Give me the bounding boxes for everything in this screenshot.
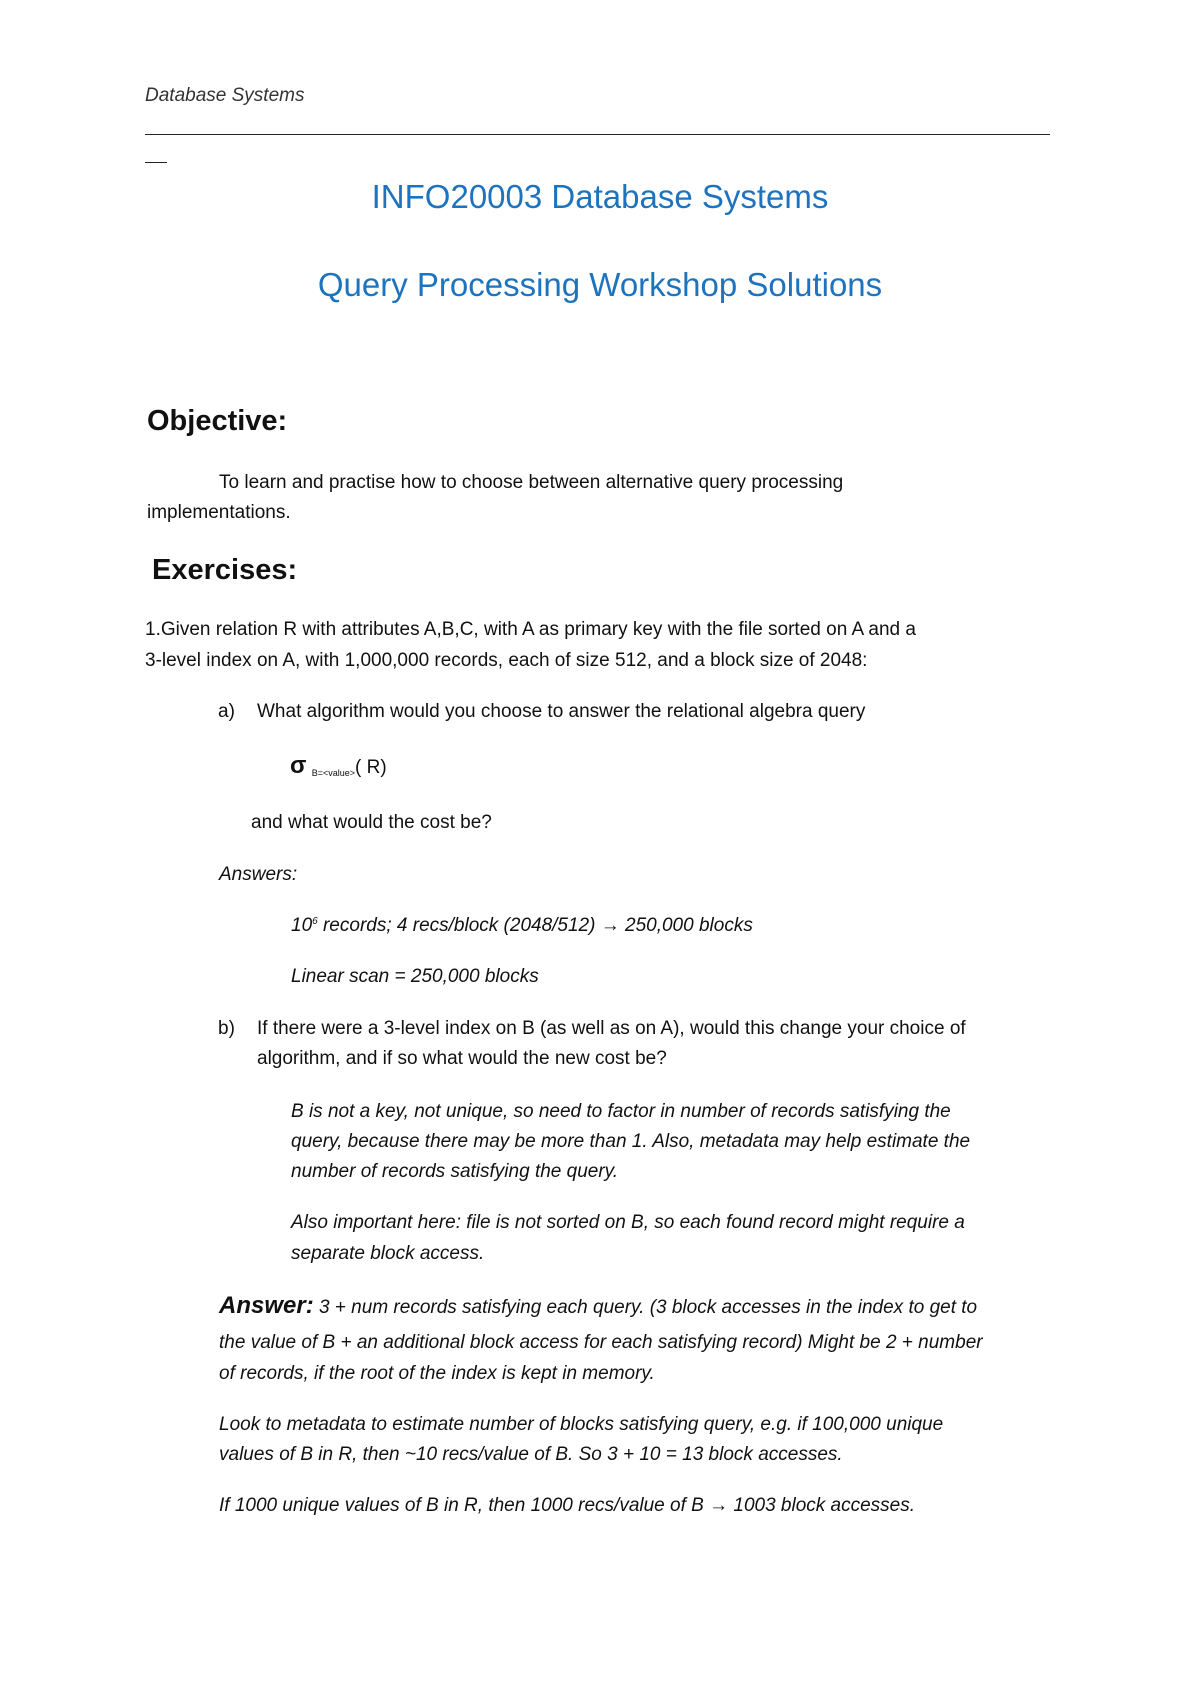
running-header: Database Systems bbox=[145, 85, 305, 106]
answer-a-rest: records; 4 recs/block (2048/512) → 250,000 blocks bbox=[317, 915, 753, 936]
part-a-marker: a) bbox=[218, 701, 235, 722]
question-1-line1: 1.Given relation R with attributes A,B,C, with A as primary key with the file sorted on A and a bbox=[145, 619, 916, 640]
answer-a-line1 bbox=[291, 915, 753, 937]
question-1-line2: 3-level index on A, with 1,000,000 records, each of size 512, and a block size of 2048: bbox=[145, 650, 868, 671]
metadata-line3: If 1000 unique values of B in R, then 1000 recs/value of B → 1003 block accesses. bbox=[219, 1495, 916, 1516]
objective-text-line1: To learn and practise how to choose between alternative query processing bbox=[219, 472, 844, 493]
exercises-heading: Exercises: bbox=[152, 554, 298, 586]
sigma-argument: ( R) bbox=[355, 757, 387, 778]
note-1-line2: query, because there may be more than 1. Also, metadata may help estimate the bbox=[291, 1131, 971, 1152]
part-b-question-line2: algorithm, and if so what would the new cost be? bbox=[257, 1048, 667, 1069]
selection-expression bbox=[290, 752, 387, 780]
objective-heading: Objective: bbox=[147, 405, 288, 437]
metadata-line1: Look to metadata to estimate number of blocks satisfying query, e.g. if 100,000 unique bbox=[219, 1414, 944, 1435]
answer-b-line2: the value of B + an additional block access for each satisfying record) Might be 2 + number bbox=[219, 1332, 983, 1353]
answers-label: Answers: bbox=[219, 864, 298, 885]
answer-b-line1 bbox=[219, 1292, 977, 1320]
part-a-question: What algorithm would you choose to answer the relational algebra query bbox=[257, 701, 866, 722]
note-2-line1: Also important here: file is not sorted on B, so each found record might require a bbox=[291, 1212, 965, 1233]
metadata-line2: values of B in R, then ~10 recs/value of B. So 3 + 10 = 13 block accesses. bbox=[219, 1444, 843, 1465]
document-subtitle: Query Processing Workshop Solutions bbox=[317, 266, 883, 303]
document-title: INFO20003 Database Systems bbox=[371, 178, 829, 215]
answer-label: Answer: bbox=[219, 1292, 314, 1319]
header-rule bbox=[145, 134, 1050, 135]
note-1-line1: B is not a key, not unique, so need to factor in number of records satisfying the bbox=[291, 1101, 951, 1122]
sigma-symbol: σ bbox=[290, 752, 307, 779]
part-b-question-line1: If there were a 3-level index on B (as well as on A), would this change your choice of bbox=[257, 1018, 966, 1039]
header-dash bbox=[145, 162, 167, 163]
part-b-marker: b) bbox=[218, 1018, 235, 1039]
answer-b-text: 3 + num records satisfying each query. (3 block accesses in the index to get to bbox=[313, 1297, 978, 1318]
note-1-line3: number of records satisfying the query. bbox=[291, 1161, 619, 1182]
objective-text-line2: implementations. bbox=[147, 502, 291, 523]
cost-question: and what would the cost be? bbox=[251, 812, 492, 833]
note-2-line2: separate block access. bbox=[291, 1243, 485, 1264]
answer-a-exponent: 6 bbox=[312, 916, 318, 927]
answer-b-line3: of records, if the root of the index is kept in memory. bbox=[219, 1363, 655, 1384]
answer-a-line2: Linear scan = 250,000 blocks bbox=[291, 966, 539, 987]
answer-a-base: 10 bbox=[291, 915, 313, 936]
sigma-subscript: B=<value> bbox=[311, 768, 355, 778]
